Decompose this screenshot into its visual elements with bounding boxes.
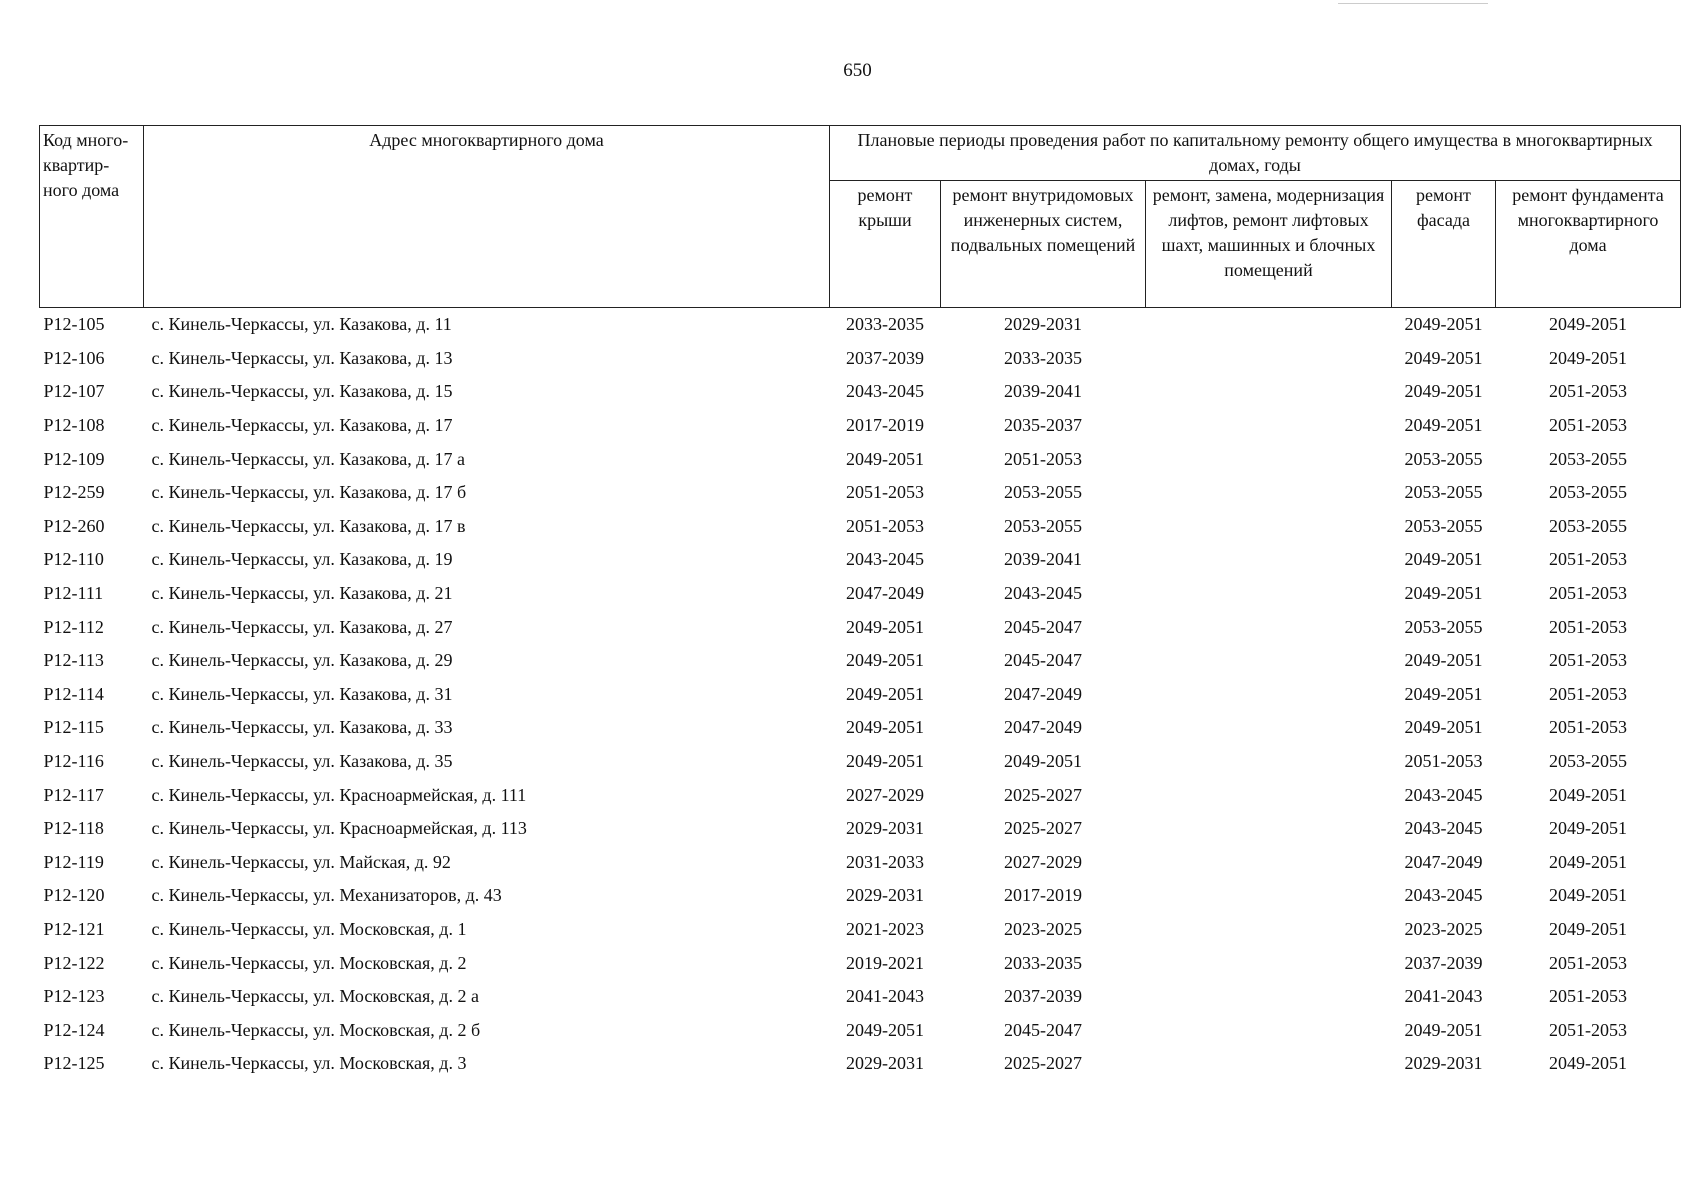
cell-address: с. Кинель-Черкассы, ул. Казакова, д. 17 а	[151, 448, 465, 469]
cell-code: Р12-124	[43, 1019, 105, 1040]
cell-elevators	[1146, 946, 1392, 980]
table-row	[40, 1047, 1681, 1081]
cell-address: с. Кинель-Черкассы, ул. Красноармейская, д. 113	[151, 818, 527, 839]
cell-foundation: 2049-2051	[1549, 918, 1628, 939]
cell-roof: 2017-2019	[846, 415, 924, 436]
cell-facade: 2041-2043	[1404, 986, 1483, 1007]
cell-engineering: 2047-2049	[1004, 683, 1082, 704]
cell-roof: 2051-2053	[846, 482, 924, 503]
cell-facade: 2049-2051	[1404, 314, 1483, 335]
cell-code: Р12-119	[43, 851, 104, 872]
cell-foundation: 2051-2053	[1549, 683, 1628, 704]
header-periods-group: Плановые периоды проведения работ по капитальному ремонту общего имущества в многоквартирных домах, годы	[830, 126, 1681, 181]
cell-elevators	[1146, 745, 1392, 779]
cell-elevators	[1146, 409, 1392, 443]
cell-elevators	[1146, 476, 1392, 510]
cell-roof: 2043-2045	[846, 381, 924, 402]
table-row	[40, 711, 1681, 745]
cell-foundation: 2051-2053	[1549, 549, 1628, 570]
cell-engineering: 2053-2055	[1004, 482, 1082, 503]
cell-engineering: 2033-2035	[1004, 347, 1082, 368]
header-engineering: ремонт внутридомовых инженерных систем, подвальных помещений	[941, 181, 1146, 308]
table-row	[40, 846, 1681, 880]
cell-facade: 2043-2045	[1404, 784, 1483, 805]
cell-address: с. Кинель-Черкассы, ул. Майская, д. 92	[151, 851, 451, 872]
cell-roof: 2047-2049	[846, 583, 924, 604]
table-row	[40, 409, 1681, 443]
table-row	[40, 778, 1681, 812]
table-row	[40, 678, 1681, 712]
cell-address: с. Кинель-Черкассы, ул. Механизаторов, д. 43	[151, 885, 502, 906]
cell-roof: 2049-2051	[846, 751, 924, 772]
cell-engineering: 2045-2047	[1004, 616, 1082, 637]
header-roof: ремонт крыши	[830, 181, 941, 308]
table-row	[40, 476, 1681, 510]
cell-address: с. Кинель-Черкассы, ул. Казакова, д. 13	[151, 347, 453, 368]
cell-engineering: 2017-2019	[1004, 885, 1082, 906]
table-row	[40, 946, 1681, 980]
cell-engineering: 2039-2041	[1004, 381, 1082, 402]
table-row	[40, 510, 1681, 544]
cell-roof: 2049-2051	[846, 448, 924, 469]
page-number: 650	[843, 60, 872, 81]
cell-facade: 2047-2049	[1404, 851, 1483, 872]
cell-facade: 2049-2051	[1404, 549, 1483, 570]
cell-roof: 2037-2039	[846, 347, 924, 368]
cell-roof: 2029-2031	[846, 818, 924, 839]
cell-address: с. Кинель-Черкассы, ул. Московская, д. 2 а	[151, 986, 479, 1007]
table-row	[40, 980, 1681, 1014]
cell-elevators	[1146, 1013, 1392, 1047]
table-row	[40, 610, 1681, 644]
cell-code: Р12-114	[43, 683, 104, 704]
cell-address: с. Кинель-Черкассы, ул. Казакова, д. 17	[151, 415, 453, 436]
cell-elevators	[1146, 342, 1392, 376]
cell-engineering: 2049-2051	[1004, 751, 1082, 772]
table-row	[40, 342, 1681, 376]
cell-roof: 2049-2051	[846, 1019, 924, 1040]
cell-facade: 2043-2045	[1404, 885, 1483, 906]
cell-address: с. Кинель-Черкассы, ул. Московская, д. 2 б	[151, 1019, 481, 1040]
cell-elevators	[1146, 846, 1392, 880]
cell-address: с. Кинель-Черкассы, ул. Казакова, д. 29	[151, 650, 453, 671]
cell-engineering: 2045-2047	[1004, 650, 1082, 671]
table-row	[40, 442, 1681, 476]
header-code: Код много-квартир-ного дома	[40, 126, 144, 308]
cell-elevators	[1146, 442, 1392, 476]
cell-facade: 2049-2051	[1404, 1019, 1483, 1040]
cell-roof: 2029-2031	[846, 1053, 924, 1074]
cell-elevators	[1146, 543, 1392, 577]
cell-roof: 2049-2051	[846, 650, 924, 671]
cell-foundation: 2051-2053	[1549, 1019, 1628, 1040]
cell-roof: 2029-2031	[846, 885, 924, 906]
cell-facade: 2049-2051	[1404, 583, 1483, 604]
cell-address: с. Кинель-Черкассы, ул. Казакова, д. 21	[151, 583, 453, 604]
cell-foundation: 2053-2055	[1549, 448, 1628, 469]
cell-code: Р12-112	[43, 616, 104, 637]
cell-foundation: 2051-2053	[1549, 381, 1628, 402]
cell-foundation: 2049-2051	[1549, 314, 1628, 335]
cell-roof: 2031-2033	[846, 851, 924, 872]
cell-roof: 2041-2043	[846, 986, 924, 1007]
cell-engineering: 2025-2027	[1004, 784, 1082, 805]
cell-facade: 2053-2055	[1404, 482, 1483, 503]
cell-code: Р12-117	[43, 784, 104, 805]
cell-code: Р12-123	[43, 986, 105, 1007]
cell-roof: 2043-2045	[846, 549, 924, 570]
cell-foundation: 2051-2053	[1549, 650, 1628, 671]
cell-code: Р12-110	[43, 549, 104, 570]
cell-foundation: 2051-2053	[1549, 986, 1628, 1007]
cell-address: с. Кинель-Черкассы, ул. Казакова, д. 27	[151, 616, 453, 637]
cell-code: Р12-125	[43, 1053, 105, 1074]
cell-address: с. Кинель-Черкассы, ул. Казакова, д. 17 в	[151, 515, 466, 536]
cell-elevators	[1146, 980, 1392, 1014]
cell-foundation: 2051-2053	[1549, 717, 1628, 738]
cell-elevators	[1146, 812, 1392, 846]
cell-roof: 2051-2053	[846, 515, 924, 536]
cell-foundation: 2049-2051	[1549, 818, 1628, 839]
cell-code: Р12-122	[43, 952, 105, 973]
cell-address: с. Кинель-Черкассы, ул. Казакова, д. 17 б	[151, 482, 467, 503]
cell-roof: 2049-2051	[846, 683, 924, 704]
cell-code: Р12-107	[43, 381, 105, 402]
cell-code: Р12-121	[43, 918, 105, 939]
table-row	[40, 812, 1681, 846]
cell-facade: 2043-2045	[1404, 818, 1483, 839]
cell-foundation: 2049-2051	[1549, 885, 1628, 906]
table-row	[40, 577, 1681, 611]
cell-facade: 2049-2051	[1404, 347, 1483, 368]
cell-code: Р12-106	[43, 347, 105, 368]
cell-engineering: 2047-2049	[1004, 717, 1082, 738]
cell-foundation: 2051-2053	[1549, 583, 1628, 604]
header-address: Адрес многоквартирного дома	[144, 126, 830, 308]
cell-engineering: 2039-2041	[1004, 549, 1082, 570]
table-header	[40, 126, 1681, 308]
cell-elevators	[1146, 778, 1392, 812]
cell-code: Р12-109	[43, 448, 105, 469]
cell-elevators	[1146, 879, 1392, 913]
cell-code: Р12-111	[43, 583, 104, 604]
cell-foundation: 2051-2053	[1549, 616, 1628, 637]
cell-engineering: 2043-2045	[1004, 583, 1082, 604]
cell-roof: 2033-2035	[846, 314, 924, 335]
cell-facade: 2037-2039	[1404, 952, 1483, 973]
cell-facade: 2049-2051	[1404, 415, 1483, 436]
cell-elevators	[1146, 610, 1392, 644]
table-row	[40, 1013, 1681, 1047]
scan-artifact-line	[1338, 3, 1488, 4]
cell-roof: 2049-2051	[846, 717, 924, 738]
cell-engineering: 2053-2055	[1004, 515, 1082, 536]
table-row	[40, 913, 1681, 947]
cell-code: Р12-120	[43, 885, 105, 906]
cell-foundation: 2051-2053	[1549, 952, 1628, 973]
cell-foundation: 2049-2051	[1549, 784, 1628, 805]
cell-facade: 2053-2055	[1404, 515, 1483, 536]
cell-engineering: 2033-2035	[1004, 952, 1082, 973]
table-row	[40, 308, 1681, 342]
cell-engineering: 2037-2039	[1004, 986, 1082, 1007]
cell-engineering: 2025-2027	[1004, 818, 1082, 839]
cell-facade: 2051-2053	[1404, 751, 1483, 772]
table-row	[40, 745, 1681, 779]
cell-facade: 2053-2055	[1404, 448, 1483, 469]
cell-engineering: 2035-2037	[1004, 415, 1082, 436]
header-foundation: ремонт фундамента многоквартирного дома	[1496, 181, 1681, 308]
cell-engineering: 2051-2053	[1004, 448, 1082, 469]
cell-roof: 2049-2051	[846, 616, 924, 637]
cell-code: Р12-115	[43, 717, 104, 738]
cell-elevators	[1146, 308, 1392, 342]
cell-elevators	[1146, 678, 1392, 712]
cell-address: с. Кинель-Черкассы, ул. Казакова, д. 33	[151, 717, 453, 738]
cell-elevators	[1146, 711, 1392, 745]
cell-elevators	[1146, 913, 1392, 947]
cell-elevators	[1146, 1047, 1392, 1081]
cell-foundation: 2053-2055	[1549, 482, 1628, 503]
cell-foundation: 2049-2051	[1549, 347, 1628, 368]
cell-elevators	[1146, 510, 1392, 544]
table-row	[40, 644, 1681, 678]
cell-address: с. Кинель-Черкассы, ул. Казакова, д. 35	[151, 751, 453, 772]
cell-facade: 2049-2051	[1404, 683, 1483, 704]
cell-address: с. Кинель-Черкассы, ул. Казакова, д. 19	[151, 549, 453, 570]
cell-address: с. Кинель-Черкассы, ул. Казакова, д. 11	[151, 314, 452, 335]
cell-elevators	[1146, 577, 1392, 611]
header-facade: ремонт фасада	[1392, 181, 1496, 308]
cell-address: с. Кинель-Черкассы, ул. Московская, д. 2	[151, 952, 467, 973]
cell-roof: 2021-2023	[846, 918, 924, 939]
cell-code: Р12-260	[43, 515, 105, 536]
cell-engineering: 2023-2025	[1004, 918, 1082, 939]
cell-facade: 2053-2055	[1404, 616, 1483, 637]
cell-roof: 2027-2029	[846, 784, 924, 805]
cell-elevators	[1146, 644, 1392, 678]
cell-address: с. Кинель-Черкассы, ул. Казакова, д. 15	[151, 381, 453, 402]
cell-code: Р12-118	[43, 818, 104, 839]
cell-code: Р12-259	[43, 482, 105, 503]
cell-facade: 2023-2025	[1404, 918, 1483, 939]
header-elevators: ремонт, замена, модернизация лифтов, ремонт лифтовых шахт, машинных и блочных помещений	[1146, 181, 1392, 308]
table-row	[40, 375, 1681, 409]
cell-address: с. Кинель-Черкассы, ул. Казакова, д. 31	[151, 683, 453, 704]
cell-address: с. Кинель-Черкассы, ул. Красноармейская, д. 111	[151, 784, 527, 805]
cell-roof: 2019-2021	[846, 952, 924, 973]
cell-foundation: 2053-2055	[1549, 515, 1628, 536]
cell-facade: 2049-2051	[1404, 381, 1483, 402]
cell-engineering: 2045-2047	[1004, 1019, 1082, 1040]
cell-foundation: 2049-2051	[1549, 851, 1628, 872]
cell-elevators	[1146, 375, 1392, 409]
cell-facade: 2029-2031	[1404, 1053, 1483, 1074]
cell-code: Р12-105	[43, 314, 105, 335]
cell-code: Р12-108	[43, 415, 105, 436]
cell-engineering: 2027-2029	[1004, 851, 1082, 872]
cell-facade: 2049-2051	[1404, 650, 1483, 671]
cell-foundation: 2053-2055	[1549, 751, 1628, 772]
cell-address: с. Кинель-Черкассы, ул. Московская, д. 1	[151, 918, 467, 939]
cell-facade: 2049-2051	[1404, 717, 1483, 738]
repair-schedule-table	[39, 125, 1681, 1081]
table-body	[40, 308, 1681, 1081]
cell-code: Р12-116	[43, 751, 104, 772]
cell-engineering: 2029-2031	[1004, 314, 1082, 335]
cell-foundation: 2049-2051	[1549, 1053, 1628, 1074]
cell-foundation: 2051-2053	[1549, 415, 1628, 436]
cell-code: Р12-113	[43, 650, 104, 671]
cell-address: с. Кинель-Черкассы, ул. Московская, д. 3	[151, 1053, 467, 1074]
table-row	[40, 543, 1681, 577]
cell-engineering: 2025-2027	[1004, 1053, 1082, 1074]
table-row	[40, 879, 1681, 913]
